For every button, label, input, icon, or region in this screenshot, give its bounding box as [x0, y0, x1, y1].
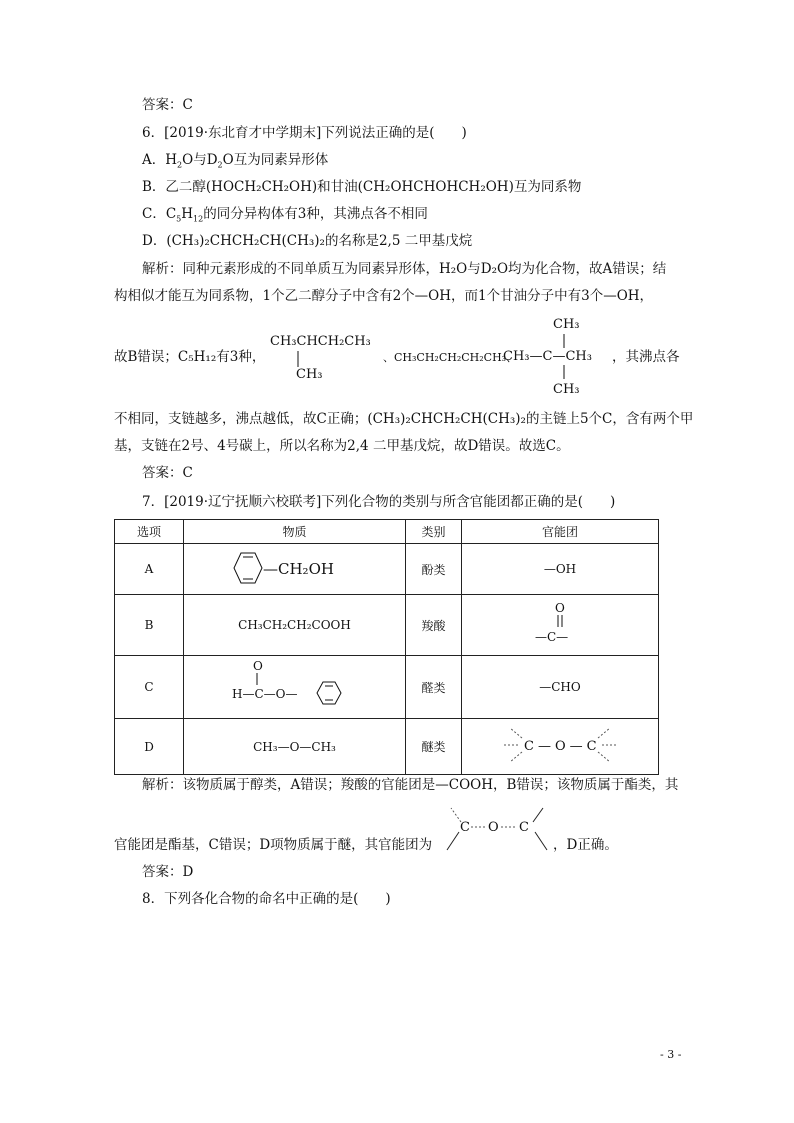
analysis-7-line-1: 解析：该物质属于醇类，A错误；羧酸的官能团是—COOH，B错误；该物质属于酯类，其	[142, 777, 679, 793]
svg-text:O: O	[488, 820, 499, 835]
svg-text:—C—: —C—	[535, 629, 569, 644]
analysis-6-line-1: 解析：同种元素形成的不同单质互为同素异形体，H₂O与D₂O均为化合物，故A错误；结	[142, 261, 667, 277]
question-6-option-b: B．乙二醇(HOCH₂CH₂OH)和甘油(CH₂OHCHOHCH₂OH)互为同系物	[142, 179, 582, 195]
isomer-2: 、CH₃CH₂CH₂CH₂CH₃、	[383, 351, 518, 364]
analysis-6-line-2: 构相似才能互为同系物，1个乙二醇分子中含有2个—OH，而1个甘油分子中有3个—OH，	[114, 288, 654, 304]
row-group: —CHO	[462, 656, 659, 719]
page-number: - 3 -	[660, 1048, 682, 1061]
analysis-6-line-3-suffix: ，其沸点各	[612, 349, 680, 365]
table-header-group: 官能团	[462, 520, 659, 544]
analysis-6-line-3-prefix: 故B错误；C₅H₁₂有3种，	[114, 349, 266, 365]
svg-text:O: O	[252, 659, 263, 673]
isomer-3-top-bond	[562, 334, 566, 348]
row-group	[462, 719, 659, 775]
table-header-row	[115, 520, 659, 544]
isomer-1-branch: CH₃	[296, 367, 323, 382]
row-group	[462, 595, 659, 656]
isomer-3-bottom-bond	[562, 365, 566, 379]
row-option: C	[115, 656, 184, 719]
svg-text:C: C	[519, 820, 529, 835]
question-6-option-a: A．$H_2O$与$D_2O$互为同素异形体	[142, 152, 329, 170]
carbonyl-structure	[525, 599, 595, 649]
row-substance	[184, 656, 406, 719]
analysis-6-line-4: 不相同，支链越多，沸点越低，故C正确；(CH₃)₂CHCH₂CH(CH₃)₂的主链上5个C，含有两个甲	[114, 411, 694, 427]
table-header-substance: 物质	[184, 520, 406, 544]
isomer-3-bottom-methyl: CH₃	[553, 382, 580, 397]
row-option: A	[115, 544, 184, 595]
svg-text:O: O	[555, 600, 565, 615]
answer-line: 答案：D	[142, 864, 194, 880]
isomer-3-top-methyl: CH₃	[553, 317, 580, 332]
row-substance	[184, 544, 406, 595]
row-category: 酚类	[406, 544, 462, 595]
row-option: B	[115, 595, 184, 656]
row-group: —OH	[462, 544, 659, 595]
table-row	[115, 656, 659, 719]
svg-text:C—O—C: C—O—C	[524, 739, 601, 754]
question-7-table	[114, 519, 659, 775]
row-option: D	[115, 719, 184, 775]
table-row	[115, 544, 659, 595]
question-7-stem: 7．[2019·辽宁抚顺六校联考]下列化合物的类别与所含官能团都正确的是( )	[142, 494, 616, 510]
question-8-stem: 8．下列各化合物的命名中正确的是( )	[142, 891, 391, 907]
benzyl-alcohol-structure	[225, 548, 365, 588]
svg-text:H—C—O—: H—C—O—	[231, 687, 297, 701]
ether-group-inline-structure	[443, 800, 553, 856]
isomer-1-main-chain: CH₃CHCH₂CH₃	[270, 334, 371, 349]
question-6-option-d: D．(CH₃)₂CHCH₂CH(CH₃)₂的名称是2,5 二甲基戊烷	[142, 233, 473, 249]
table-header-category: 类别	[406, 520, 462, 544]
isomer-3-center: CH₃—C—CH₃	[503, 349, 592, 364]
ether-group-structure	[490, 722, 630, 768]
analysis-7-line-2-suffix: ，D正确。	[553, 837, 618, 853]
row-category: 醚类	[406, 719, 462, 775]
analysis-6-line-5: 基，支链在2号、4号碳上，所以名称为2,4 二甲基戊烷，故D错误。故选C。	[114, 438, 570, 454]
svg-text:C: C	[460, 820, 470, 835]
row-category: 醛类	[406, 656, 462, 719]
answer-line: 答案：C	[142, 465, 193, 481]
svg-text:—CH₂OH: —CH₂OH	[262, 559, 334, 578]
row-category: 羧酸	[406, 595, 462, 656]
row-substance: CH₃—O—CH₃	[184, 719, 406, 775]
question-6-stem: 6．[2019·东北育才中学期末]下列说法正确的是( )	[142, 125, 467, 141]
answer-line: 答案：C	[142, 97, 193, 113]
table-header-option: 选项	[115, 520, 184, 544]
table-row	[115, 595, 659, 656]
row-substance: CH₃CH₂CH₂COOH	[184, 595, 406, 656]
question-6-option-c: C．$C_5H_{12}$的同分异构体有3种，其沸点各不相同	[142, 206, 428, 224]
analysis-7-line-2-prefix: 官能团是酯基，C错误；D项物质属于醚，其官能团为	[114, 837, 433, 853]
table-row	[115, 719, 659, 775]
phenyl-formate-structure	[230, 658, 360, 713]
isomer-1-branch-bond	[296, 351, 300, 367]
